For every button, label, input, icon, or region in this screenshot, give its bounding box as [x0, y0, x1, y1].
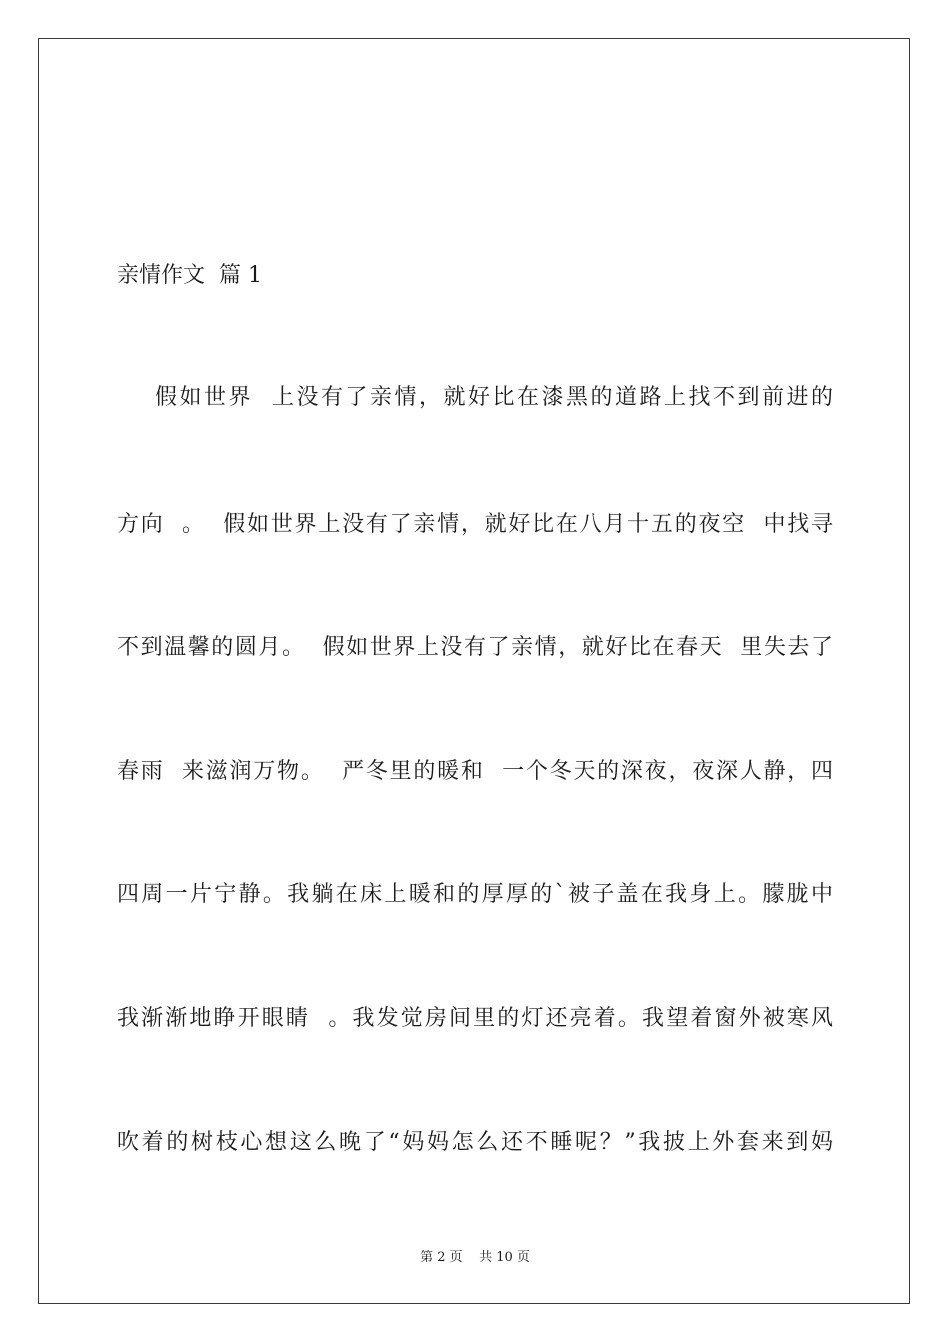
paragraph-line-6: 我渐渐地睁开眼睛 。我发觉房间里的灯还亮着。我望着窗外被寒风: [117, 1006, 833, 1031]
paragraph-line-7: 吹着的树枝心想这么晚了“妈妈怎么还不睡呢？”我披上外套来到妈: [117, 1130, 833, 1155]
paragraph-line-4: 春雨 来滋润万物。 严冬里的暖和 一个冬天的深夜，夜深人静，四: [117, 759, 833, 784]
paragraph-line-1: 假如世界 上没有了亲情，就好比在漆黑的道路上找不到前进的: [117, 385, 833, 410]
paragraph-line-3: 不到温馨的圆月。 假如世界上没有了亲情，就好比在春天 里失去了: [117, 635, 833, 660]
page-footer: 第 2 页 共 10 页: [420, 1250, 530, 1265]
page-border: [38, 38, 910, 1304]
paragraph-line-5: 四周一片宁静。我躺在床上暖和的厚厚的`被子盖在我身上。朦胧中: [117, 882, 833, 907]
paragraph-line-2: 方向 。 假如世界上没有了亲情，就好比在八月十五的夜空 中找寻: [117, 512, 833, 537]
document-title: 亲情作文 篇 1: [117, 263, 262, 288]
